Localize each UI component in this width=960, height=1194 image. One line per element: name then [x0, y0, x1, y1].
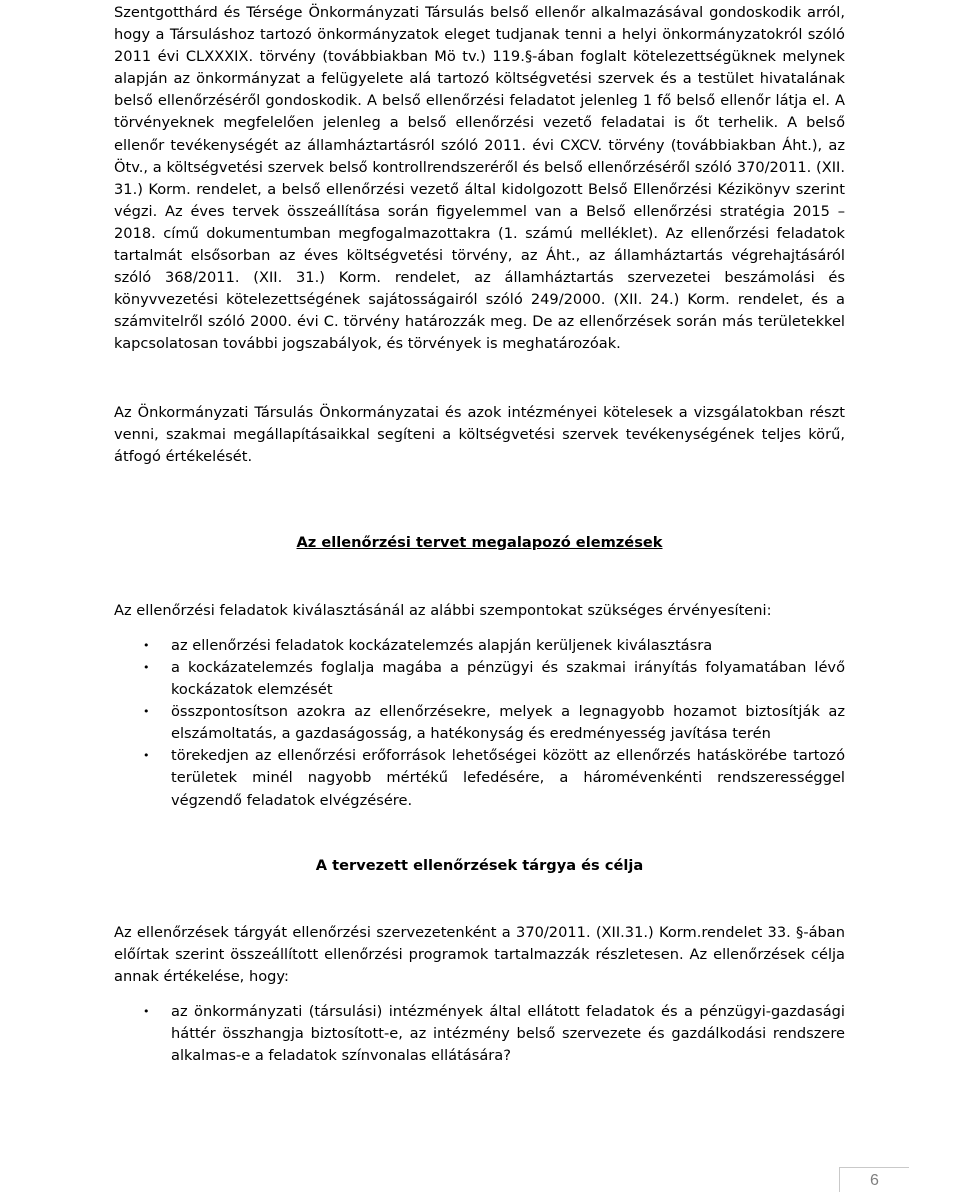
criteria-intro-paragraph: Az ellenőrzési feladatok kiválasztásánál az alábbi szempontokat szükséges érvényesíteni:	[114, 601, 772, 619]
section-heading-planned-audits: A tervezett ellenőrzések tárgya és célja	[315, 856, 644, 874]
bullet-icon: •	[143, 749, 150, 763]
list-item-text: az önkormányzati (társulási) intézmények által ellátott feladatok és a pénzügyi-gazdasági háttér összhangja biztosított-e, az intézmény belső szervezete és gazdálkodási rendszere alkalmas-e a feladatok színvonalas ellátására?	[171, 1002, 845, 1065]
obligation-paragraph: Az Önkormányzati Társulás Önkormányzatai és azok intézményei kötelesek a vizsgálatokban részt venni, szakmai megállapításaikkal segíteni a költségvetési szervek tevékenységének teljes körű, átfogó értékelését.	[114, 403, 845, 465]
bullet-icon: •	[143, 1004, 150, 1018]
list-item-text: összpontosítson azokra az ellenőrzésekre, melyek a legnagyobb hozamot biztosítják az elszámoltatás, a gazdaságosság, a hatékonyság és eredményesség javítása terén	[171, 703, 845, 743]
criteria-list	[114, 635, 845, 812]
list-item	[143, 1001, 845, 1067]
list-item	[143, 745, 845, 811]
audit-goal-list	[114, 1001, 845, 1067]
list-item-text: az ellenőrzési feladatok kockázatelemzés alapján kerüljenek kiválasztásra	[171, 636, 713, 654]
document-page	[114, 0, 845, 1067]
page-number: 6	[839, 1167, 909, 1192]
section-heading-analysis: Az ellenőrzési tervet megalapozó elemzések	[296, 533, 663, 551]
list-item-text: törekedjen az ellenőrzési erőforrások lehetőségei között az ellenőrzés hatáskörébe tartozó területek minél nagyobb mértékű lefedésére, a háromévenkénti rendszerességgel végzendő feladatok elvégzésére.	[171, 747, 845, 809]
audit-subject-paragraph: Az ellenőrzések tárgyát ellenőrzési szervezetenként a 370/2011. (XII.31.) Korm.rendelet 33. §-ában előírtak szerint összeállított ellenőrzési programok tartalmazzák részletesen. Az ellenőrzések célja annak értékelése, hogy:	[114, 923, 845, 985]
list-item	[143, 635, 845, 657]
bullet-icon: •	[143, 705, 150, 719]
list-item	[143, 657, 845, 701]
list-item-text: a kockázatelemzés foglalja magába a pénzügyi és szakmai irányítás folyamatában lévő kockázatok elemzését	[171, 658, 845, 699]
intro-paragraph: Szentgotthárd és Térsége Önkormányzati Társulás belső ellenőr alkalmazásával gondoskodik arról, hogy a Társuláshoz tartozó önkormányzatok eleget tudjanak tenni a helyi önkormányzatokról szóló 2011 évi CLXXXIX. törvény (továbbiakban Mö tv.) 119.§-ában foglalt kötelezettségüknek melynek alapján az önkormányzat a felügyelete alá tartozó költségvetési szervek és a testület hivatalának belső ellenőrzéséről gondoskodik. A belső ellenőrzési feladatot jelenleg 1 fő belső ellenőr látja el. A törvényeknek megfelelően jelenleg a belső ellenőrzési vezető feladatai is őt terhelik. A belső ellenőr tevékenységét az államháztartásról szóló 2011. évi CXCV. törvény (továbbiakban Áht.), az Ötv., a költségvetési szervek belső kontrollrendszeréről és belső ellenőrzéséről szóló 370/2011. (XII. 31.) Korm. rendelet, a belső ellenőrzési vezető által kidolgozott Belső Ellenőrzési Kézikönyv szerint végzi. Az éves tervek összeállítása során figyelemmel van a Belső ellenőrzési stratégia 2015 – 2018. című dokumentumban megfogalmazottakra (1. számú melléklet). Az ellenőrzési feladatok tartalmát elsősorban az éves költségvetési törvény, az Áht., az államháztartás végrehajtásáról szóló 368/2011. (XII. 31.) Korm. rendelet, az államháztartás szervezetei beszámolási és könyvvezetési kötelezettségének sajátosságairól szóló 249/2000. (XII. 24.) Korm. rendelet, és a számvitelről szóló 2000. évi C. törvény határozzák meg. De az ellenőrzések során más területekkel kapcsolatosan további jogszabályok, és törvények is meghatározóak.	[114, 4, 845, 353]
bullet-icon: •	[143, 660, 150, 674]
list-item	[143, 701, 845, 745]
bullet-icon: •	[143, 638, 150, 652]
